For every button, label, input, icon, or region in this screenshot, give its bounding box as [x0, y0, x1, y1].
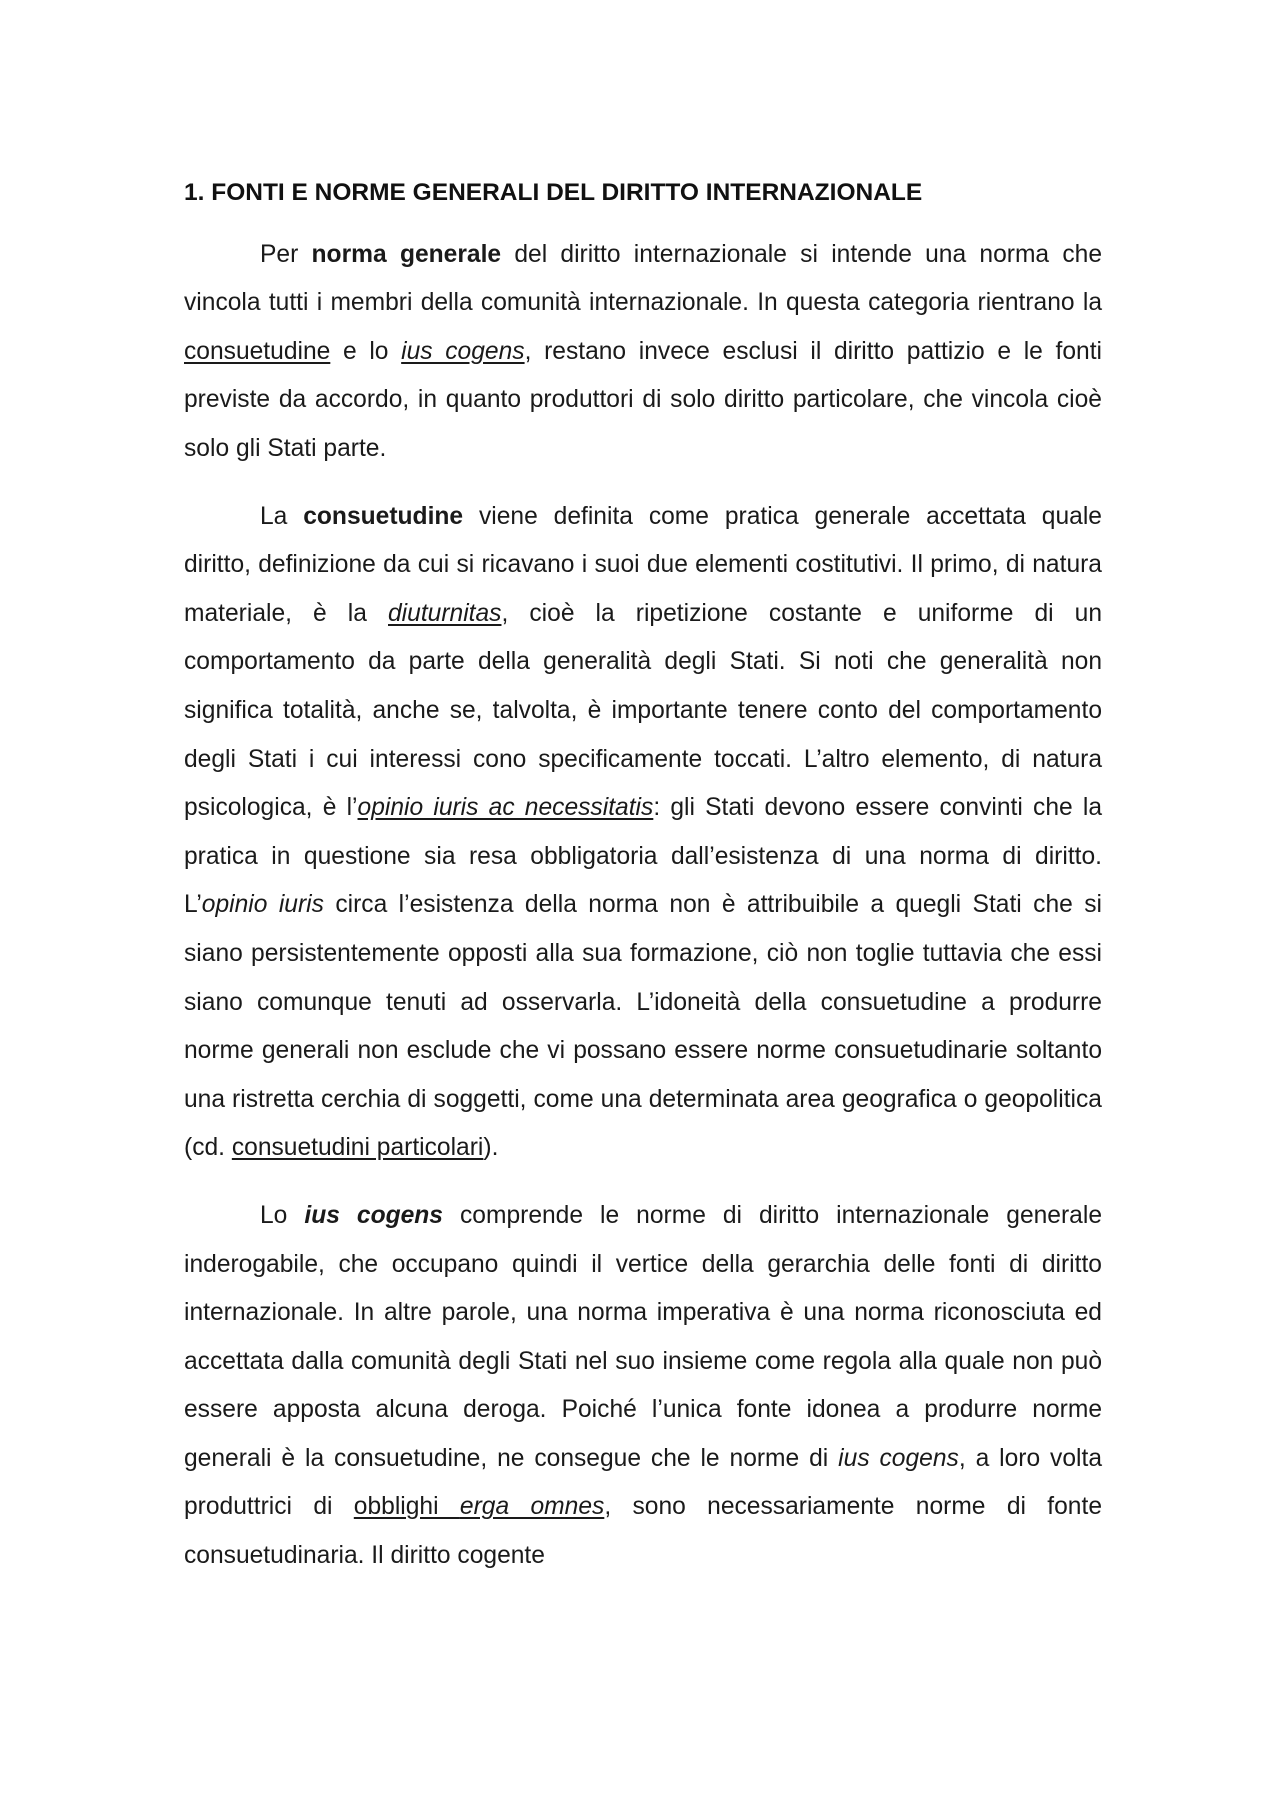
italic-text: ius cogens: [401, 337, 525, 365]
text-run: circa l’esistenza della norma non è attribuibile a quegli Stati che si siano persistentemente opposti alla sua formazione, ciò non toglie tuttavia che essi siano comunque tenuti ad osservarla. L’idoneità della consuetudine a produrre norme generali non esclude che vi possano essere norme consuetudinarie soltanto una ristretta cerchia di soggetti, come una determinata area geografica o geopolitica (cd.: [184, 891, 1102, 1162]
italic-term-opinio-iuris: opinio iuris: [201, 891, 324, 919]
text-run: Per: [260, 240, 312, 268]
text-run: e lo: [330, 337, 402, 365]
text-run: comprende le norme di diritto internazionale generale inderogabile, che occupano quindi il vertice della gerarchia delle fonti di diritto internazionale. In altre parole, una norma imperativa è una norma riconosciuta ed accettata dalla comunità degli Stati nel suo insieme come regola alla quale non può essere apposta alcuna deroga. Poiché l’unica fonte idonea a produrre norme generali è la consuetudine, ne consegue che le norme di: [184, 1201, 1102, 1472]
paragraph-consuetudine: [184, 493, 1102, 1173]
italic-text: erga omnes: [459, 1493, 605, 1521]
section-heading: 1. FONTI E NORME GENERALI DEL DIRITTO INTERNAZIONALE: [184, 179, 923, 206]
bold-term-norma-generale: norma generale: [311, 240, 502, 268]
text-run: Lo: [260, 1201, 305, 1229]
text-run: ).: [483, 1134, 499, 1162]
underlined-italic-term-ius-cogens: [401, 338, 524, 365]
bold-term-consuetudine: consuetudine: [303, 502, 464, 530]
document-body: [184, 178, 1102, 1600]
text-run: obblighi: [353, 1493, 460, 1521]
italic-text: diuturnitas: [388, 599, 502, 627]
text-run: , a loro volta produttrici di: [184, 1444, 1103, 1521]
text-run: , sono necessariamente norme di fonte consuetudinaria. Il diritto cogente: [184, 1493, 1102, 1570]
text-run: , cioè la ripetizione costante e uniforme di un comportamento da parte della generalità degli Stati. Si noti che generalità non significa totalità, anche se, talvolta, è importante tenere conto del comportamento degli Stati i cui interessi cono specificamente toccati. L’altro elemento, di natura psicologica, è l’: [184, 599, 1103, 822]
underlined-italic-term-opinio-iuris: [358, 794, 654, 821]
italic-term-ius-cogens: ius cogens: [838, 1444, 959, 1472]
bold-italic-term-ius-cogens: [304, 1202, 443, 1229]
text-run: La: [260, 502, 304, 530]
paragraph-ius-cogens: [184, 1192, 1102, 1581]
text-run: : gli Stati devono essere convinti che la pratica in questione sia resa obbligatoria dall’esistenza di una norma di diritto. L’: [184, 794, 1103, 919]
underlined-term-consuetudine: consuetudine: [184, 337, 331, 365]
text-run: del diritto internazionale si intende una norma che vincola tutti i membri della comunità internazionale. In questa categoria rientrano la: [184, 240, 1103, 317]
paragraph-norma-generale: [184, 231, 1102, 474]
underlined-term-consuetudini-particolari: consuetudini particolari: [231, 1134, 484, 1162]
text-run: viene definita come pratica generale accettata quale diritto, definizione da cui si ricavano i suoi due elementi costitutivi. Il primo, di natura materiale, è la: [184, 502, 1102, 627]
underlined-italic-term-diuturnitas: [388, 600, 501, 627]
italic-text: opinio iuris ac necessitatis: [357, 794, 654, 822]
text-run: , restano invece esclusi il diritto pattizio e le fonti previste da accordo, in quanto produttori di solo diritto particolare, che vincola cioè solo gli Stati parte.: [184, 337, 1102, 462]
italic-text: ius cogens: [304, 1201, 443, 1229]
underlined-term-obblighi-erga-omnes: [354, 1493, 605, 1520]
